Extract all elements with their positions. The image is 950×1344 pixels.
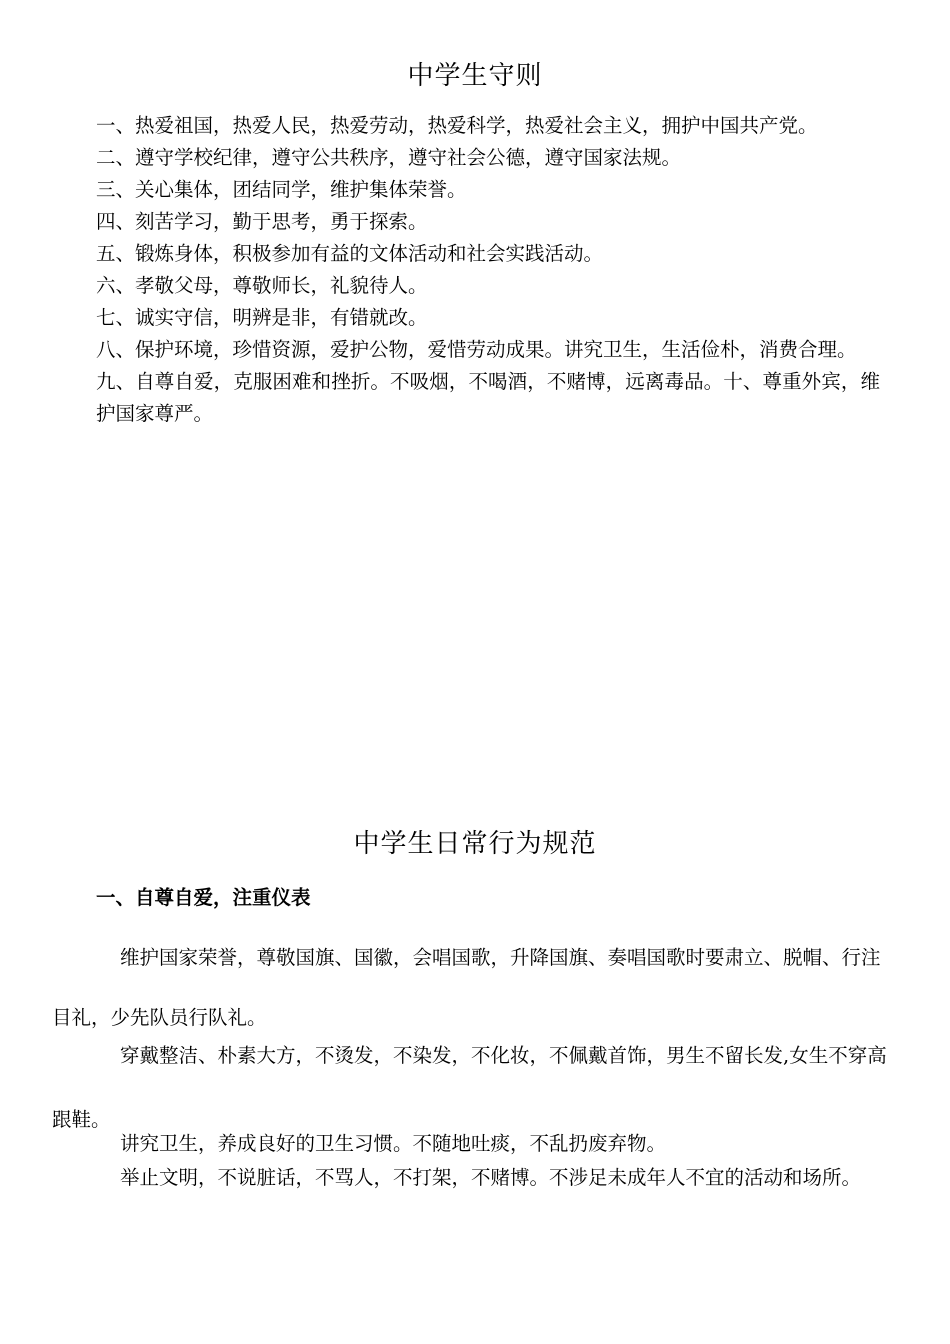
rule-item: 四、刻苦学习，勤于思考，勇于探索。 [96,210,428,233]
section-heading: 一、自尊自爱，注重仪表 [96,886,311,909]
rule-item: 九、自尊自爱，克服困难和挫折。不吸烟，不喝酒，不赌博，远离毒品。十、尊重外宾，维护国家尊严。 [96,370,880,425]
code-of-conduct-title: 中学生守则 [407,61,543,91]
code-of-conduct-rules [52,110,880,430]
rule-item: 三、关心集体，团结同学，维护集体荣誉。 [96,178,467,201]
norm-paragraph: 维护国家荣誉，尊敬国旗、国徽，会唱国歌，升降国旗、奏唱国歌时要肃立、脱帽、行注目礼，少先队员行队礼。 [52,946,881,1029]
rule-item: 二、遵守学校纪律，遵守公共秩序，遵守社会公德，遵守国家法规。 [96,146,682,169]
norm-paragraph: 讲究卫生，养成良好的卫生习惯。不随地吐痰，不乱扔废弃物。 [120,1132,667,1155]
rule-item: 八、保护环境，珍惜资源，爱护公物，爱惜劳动成果。讲究卫生，生活俭朴，消费合理。 [96,338,857,361]
rule-item: 六、孝敬父母，尊敬师长，礼貌待人。 [96,274,428,297]
rule-item: 七、诚实守信，明辨是非，有错就改。 [96,306,428,329]
daily-norms-title: 中学生日常行为规范 [353,829,597,859]
norm-paragraph: 穿戴整洁、朴素大方，不烫发，不染发，不化妆，不佩戴首饰，男生不留长发,女生不穿高跟鞋。 [52,1044,887,1131]
rule-item: 五、锻炼身体，积极参加有益的文体活动和社会实践活动。 [96,242,604,265]
rule-item: 一、热爱祖国，热爱人民，热爱劳动，热爱科学，热爱社会主义，拥护中国共产党。 [96,114,818,137]
norm-paragraph: 举止文明，不说脏话，不骂人，不打架，不赌博。不涉足未成年人不宜的活动和场所。 [120,1166,862,1189]
